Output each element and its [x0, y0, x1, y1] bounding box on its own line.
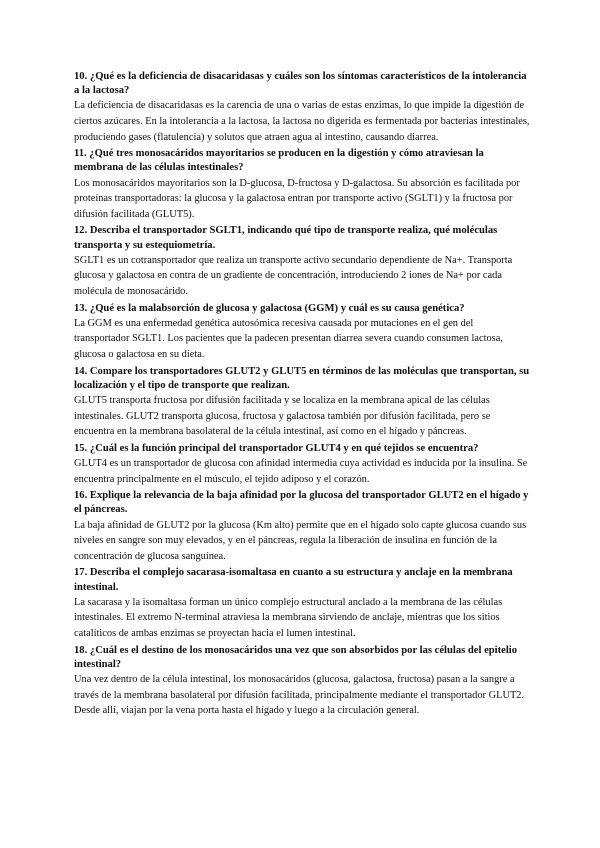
answer-paragraph: GLUT5 transporta fructosa por difusión facilitada y se localiza en la membrana apical de las células intestinales. GLUT2 transporta glucosa, fructosa y galactosa también por difusión facilitada, pero se encuentra en la membrana basolateral de la célula intestinal, así como en el hígado y páncreas. — [74, 394, 491, 438]
answer-paragraph: La GGM es una enfermedad genética autosómica recesiva causada por mutaciones en el gen del transportador SGLT1. Los pacientes que la padecen presentan diarrea severa cuando consumen lactosa, glucosa o galactosa en su dieta. — [74, 317, 503, 360]
question-heading: 12. Describa el transportador SGLT1, indicando qué tipo de transporte realiza, qué moléculas transporta y su estequiometría. — [74, 225, 498, 251]
answer-paragraph: La sacarasa y la isomaltasa forman un único complejo estructural anclado a la membrana de las células intestinales. El extremo N-terminal atraviesa la membrana sirviendo de anclaje, mientras que los sitios catalíticos de ambas enzimas se proyectan hacia el lumen intestinal. — [74, 596, 503, 639]
question-block-16 — [74, 489, 530, 564]
question-block-14 — [74, 365, 530, 440]
question-block-15 — [74, 442, 530, 487]
question-heading: 10. ¿Qué es la deficiencia de disacaridasas y cuáles son los síntomas característicos de la intolerancia a la lactosa? — [74, 71, 527, 97]
question-block-18 — [74, 644, 530, 719]
answer-paragraph: GLUT4 es un transportador de glucosa con afinidad intermedia cuya actividad es inducida por la insulina. Se encuentra principalmente en el músculo, el tejido adiposo y el corazón. — [74, 457, 528, 485]
question-block-11 — [74, 147, 530, 222]
question-block-12 — [74, 224, 530, 299]
question-block-17 — [74, 566, 530, 641]
answer-paragraph: Una vez dentro de la célula intestinal, los monosacáridos (glucosa, galactosa, fructosa) pasan a la sangre a través de la membrana basolateral por difusión facilitada, principalmente mediante el transportador GLUT2. Desde allí, viajan por la vena porta hasta el hígado y luego a la circulación general. — [74, 673, 525, 717]
question-heading: 17. Describa el complejo sacarasa-isomaltasa en cuanto a su estructura y anclaje en la membrana intestinal. — [74, 567, 513, 593]
answer-paragraph: SGLT1 es un cotransportador que realiza un transporte activo secundario dependiente de Na+. Transporta glucosa y galactosa en contra de un gradiente de concentración, introduciendo 2 iones de Na+ por cada molécula de monosacárido. — [74, 254, 513, 297]
question-heading: 15. ¿Cuál es la función principal del transportador GLUT4 y en qué tejidos se encuentra? — [74, 442, 479, 454]
document-page — [74, 70, 530, 721]
question-heading: 14. Compare los transportadores GLUT2 y GLUT5 en términos de las moléculas que transportan, su localización y el tipo de transporte que realizan. — [74, 365, 530, 391]
answer-paragraph: La deficiencia de disacaridasas es la carencia de una o varias de estas enzimas, lo que impide la digestión de ciertos azúcares. En la intolerancia a la lactosa, la lactosa no digerida es fermentada por bacterias intestinales, produciendo gases (flatulencia) y solutos que atraen agua al intestino, causando diarrea. — [74, 100, 530, 143]
question-block-10 — [74, 70, 530, 145]
answer-paragraph: La baja afinidad de GLUT2 por la glucosa (Km alto) permite que en el hígado solo capte glucosa cuando sus niveles en sangre son muy elevados, y en el páncreas, regula la liberación de insulina en función de la concentración de glucosa sanguínea. — [74, 519, 527, 562]
question-heading: 13. ¿Qué es la malabsorción de glucosa y galactosa (GGM) y cuál es su causa genética? — [74, 302, 465, 314]
question-heading: 11. ¿Qué tres monosacáridos mayoritarios se producen en la digestión y cómo atraviesan la membrana de las células intestinales? — [74, 148, 484, 174]
question-block-13 — [74, 302, 530, 363]
question-heading: 18. ¿Cuál es el destino de los monosacáridos una vez que son absorbidos por las células del epitelio intestinal? — [74, 644, 518, 670]
question-heading: 16. Explique la relevancia de la baja afinidad por la glucosa del transportador GLUT2 en el hígado y el páncreas. — [74, 490, 529, 516]
answer-paragraph: Los monosacáridos mayoritarios son la D-glucosa, D-fructosa y D-galactosa. Su absorción es facilitada por proteínas transportadoras: la glucosa y la galactosa entran por transporte activo (SGLT1) y la fructosa por difusión facilitada (GLUT5). — [74, 177, 520, 220]
